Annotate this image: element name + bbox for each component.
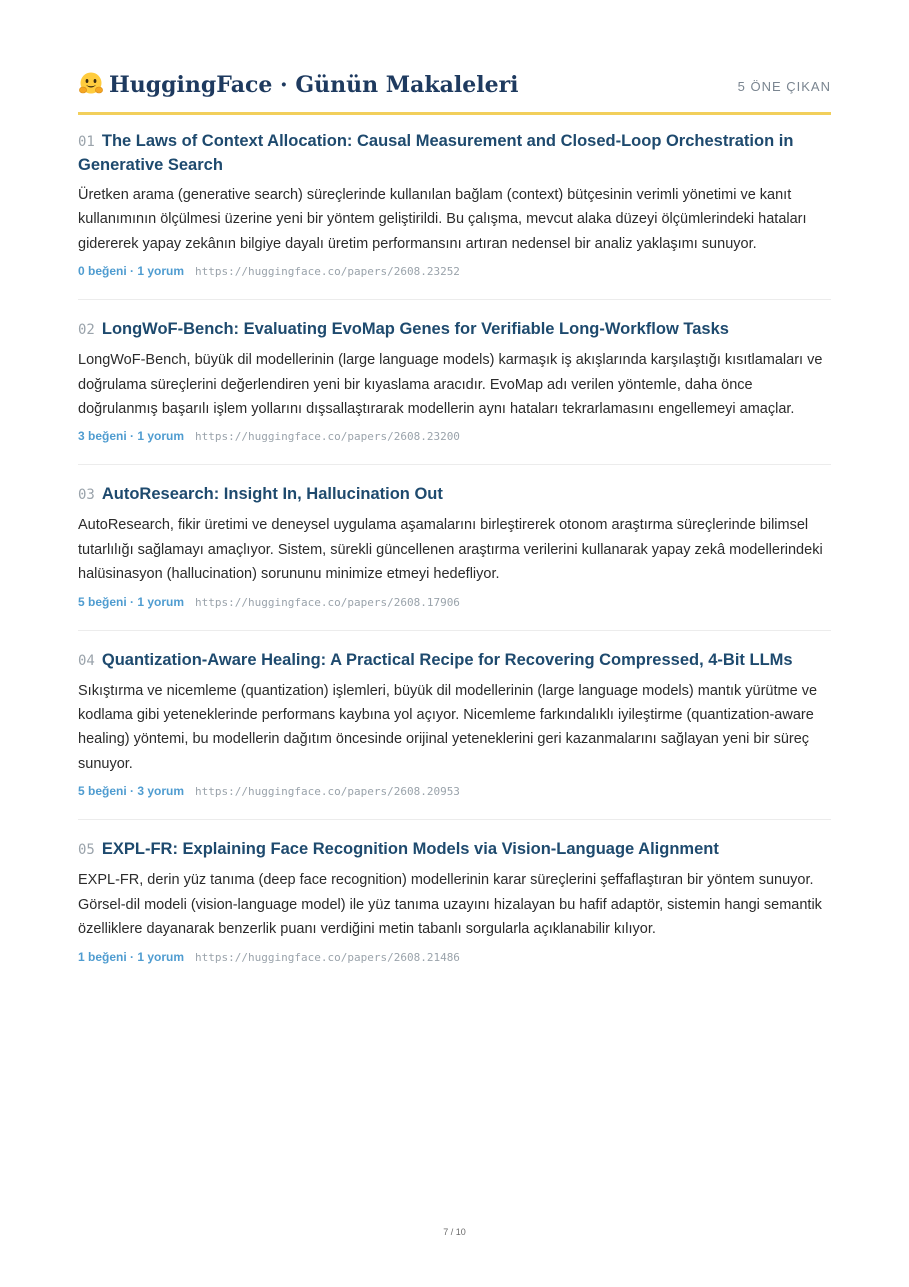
paper-meta (78, 262, 831, 281)
hugging-face-emoji-icon (78, 71, 104, 97)
paper-meta (78, 948, 831, 967)
paper-number: 02 (78, 322, 95, 339)
paper-link[interactable]: https://huggingface.co/papers/2608.21486 (195, 950, 460, 964)
paper-title-text: Quantization-Aware Healing: A Practical Recipe for Recovering Compressed, 4-Bit LLMs (101, 650, 793, 669)
paper-item (78, 483, 831, 630)
paper-meta (78, 782, 831, 801)
paper-number: 04 (78, 652, 95, 669)
page-title-text: HuggingFace · Günün Makaleleri (109, 72, 519, 98)
paper-title[interactable] (78, 649, 831, 673)
paper-link[interactable]: https://huggingface.co/papers/2608.23200 (195, 430, 460, 444)
page-title (78, 70, 519, 100)
paper-stats: 5 beğeni · 1 yorum (78, 594, 185, 609)
paper-title-text: AutoResearch: Insight In, Hallucination Out (101, 485, 443, 504)
paper-number: 03 (78, 487, 95, 504)
paper-number: 05 (78, 842, 95, 859)
paper-meta (78, 427, 831, 446)
paper-title[interactable] (78, 838, 831, 862)
paper-summary: EXPL-FR, derin yüz tanıma (deep face recognition) modellerinin karar süreçlerini şeffaflaştıran bir yöntem sunuyor. Görsel-dil modeli (vision-language model) ile yüz tanıma uzayını hizalayan bu hafif adaptör, sistemin hangi semantik özelliklere dayanarak benzerlik puanı verdiğini metin tabanlı sorgularla açıklanabilir kılıyor. (78, 872, 822, 938)
paper-item (78, 838, 831, 984)
paper-summary: AutoResearch, fikir üretimi ve deneysel uygulama aşamalarını birleştirerek otonom araştırma süreçlerinde bilimsel tutarlılığı sağlamayı amaçlıyor. Sistem, sürekli güncellenen araştırma verilerini kullanarak yapay zekâ modellerindeki halüsinasyon (hallucination) sorununu minimize etmeyi hedefliyor. (78, 517, 823, 583)
paper-stats: 1 beğeni · 1 yorum (78, 949, 185, 964)
paper-stats: 5 beğeni · 3 yorum (78, 784, 185, 799)
paper-summary: LongWoF-Bench, büyük dil modellerinin (large language models) karmaşık iş akışlarında karşılaştığı kısıtlamaları ve doğrulama süreçlerini değerlendiren yeni bir kıyaslama aracıdır. EvoMap adı verilen yöntemle, daha önce doğrulanmış başarılı işlem yollarını dışsallaştırarak modellerin aynı hataları tekrarlamasını engellemeyi amaçlar. (78, 352, 823, 418)
featured-count-badge: 5 ÖNE ÇIKAN (737, 79, 831, 94)
paper-stats: 3 beğeni · 1 yorum (78, 429, 185, 444)
paper-item (78, 649, 831, 821)
paper-link[interactable]: https://huggingface.co/papers/2608.20953 (195, 785, 460, 799)
paper-stats: 0 beğeni · 1 yorum (78, 264, 185, 279)
paper-title[interactable] (78, 318, 831, 342)
paper-title-text: LongWoF-Bench: Evaluating EvoMap Genes for Verifiable Long-Workflow Tasks (101, 320, 729, 339)
paper-item (78, 318, 831, 465)
paper-list (78, 130, 831, 1003)
paper-title[interactable] (78, 130, 831, 177)
paper-item (78, 130, 831, 300)
paper-summary: Üretken arama (generative search) süreçlerinde kullanılan bağlam (context) bütçesinin verimli yönetimi ve kanıt kullanımının ölçülmesi üzerine yeni bir yöntem geliştirildi. Bu çalışma, mevcut alaka düzeyi ölçümlerindeki hataları gidererek yapay zekânın bilgiye dayalı üretim performansını artıran nedensel bir analiz yaklaşımı sunuyor. (78, 187, 807, 252)
paper-link[interactable]: https://huggingface.co/papers/2608.23252 (195, 265, 460, 279)
paper-summary: Sıkıştırma ve nicemleme (quantization) işlemleri, büyük dil modellerinin (large language models) mantık yürütme ve kodlama gibi yeteneklerinde performans kaybına yol açıyor. Nicemleme farkındalıklı iyileştirme (quantization-aware healing) yöntemi, bu modellerin dağıtım öncesinde orijinal yeteneklerini geri kazanmalarını sağlayan yeni bir süreç sunuyor. (78, 682, 818, 772)
paper-title-text: The Laws of Context Allocation: Causal Measurement and Closed-Loop Orchestration in Generative Search (78, 132, 794, 174)
paper-link[interactable]: https://huggingface.co/papers/2608.17906 (195, 595, 460, 609)
paper-title-text: EXPL-FR: Explaining Face Recognition Models via Vision-Language Alignment (101, 840, 719, 859)
paper-title[interactable] (78, 483, 831, 507)
paper-meta (78, 593, 831, 612)
page-header (78, 70, 831, 112)
paper-number: 01 (78, 134, 95, 150)
header-divider (78, 112, 831, 115)
page-number: 7 / 10 (443, 1227, 466, 1237)
